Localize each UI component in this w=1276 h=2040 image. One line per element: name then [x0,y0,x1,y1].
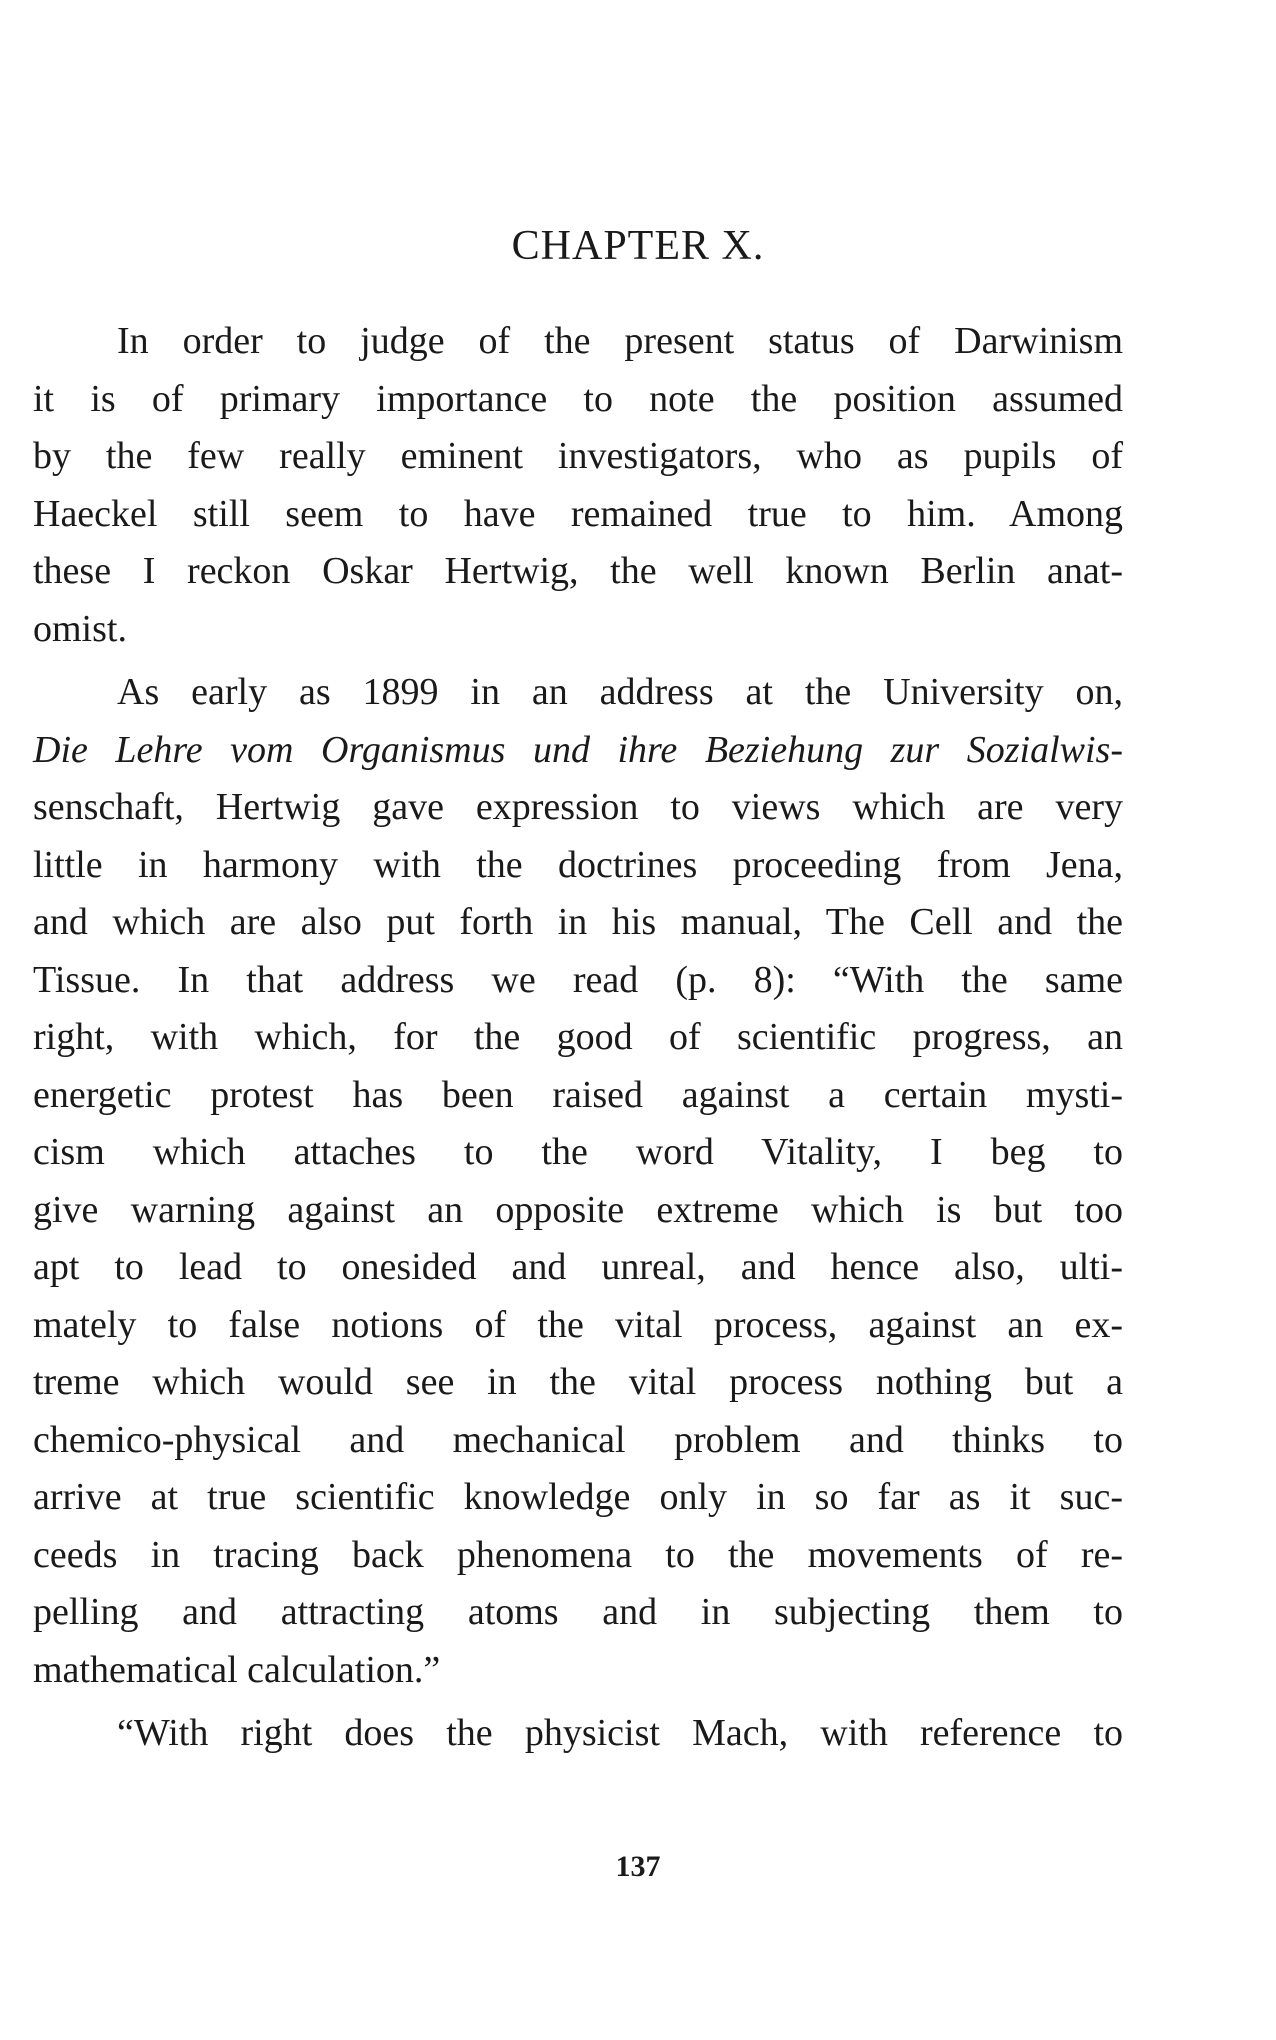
text-line: mathematical calculation.” [33,1648,441,1691]
text-line: ceeds in tracing back phenomena to the movements of re- [33,1533,1123,1576]
paragraph-3 [33,1705,1123,1763]
text-line: As early as 1899 in an address at the University on, [117,671,1123,713]
text-line: energetic protest has been raised against a certain mysti- [33,1073,1123,1116]
text-line: these I reckon Oskar Hertwig, the well known Berlin anat- [33,550,1123,592]
text-line: cism which attaches to the word Vitality, I beg to [33,1131,1123,1173]
text-line: give warning against an opposite extreme which is but too [33,1188,1123,1231]
text-line: mately to false notions of the vital process, against an ex- [33,1303,1123,1346]
text-line: little in harmony with the doctrines proceeding from Jena, [33,843,1123,886]
text-line: Tissue. In that address we read (p. 8): “With the same [33,958,1123,1001]
text-line: and which are also put forth in his manual, The Cell and the [33,901,1123,943]
text-line: senschaft, Hertwig gave expression to views which are very [33,786,1123,828]
text-line: omist. [33,607,127,650]
chapter-title: CHAPTER X. [511,223,765,269]
text-line: apt to lead to onesided and unreal, and hence also, ulti- [33,1246,1123,1288]
text-line: it is of primary importance to note the position assumed [33,377,1123,420]
text-line: right, with which, for the good of scientific progress, an [33,1016,1123,1058]
text-line: “With right does the physicist Mach, with reference to [117,1712,1123,1754]
page-number: 137 [615,1850,661,1883]
text-line: Haeckel still seem to have remained true to him. Among [33,492,1123,535]
text-line-italic: Die Lehre vom Organismus und ihre Beziehung zur Sozialwis- [33,728,1123,771]
body-text [33,313,1123,1763]
text-line: pelling and attracting atoms and in subjecting them to [33,1591,1123,1633]
text-line: chemico-physical and mechanical problem and thinks to [33,1418,1123,1461]
paragraph-2 [33,664,1123,1699]
text-line: In order to judge of the present status of Darwinism [117,320,1123,362]
paragraph-1 [33,313,1123,658]
text-line: treme which would see in the vital process nothing but a [33,1361,1123,1403]
text-line: by the few really eminent investigators, who as pupils of [33,435,1123,477]
text-line: arrive at true scientific knowledge only in so far as it suc- [33,1476,1123,1518]
